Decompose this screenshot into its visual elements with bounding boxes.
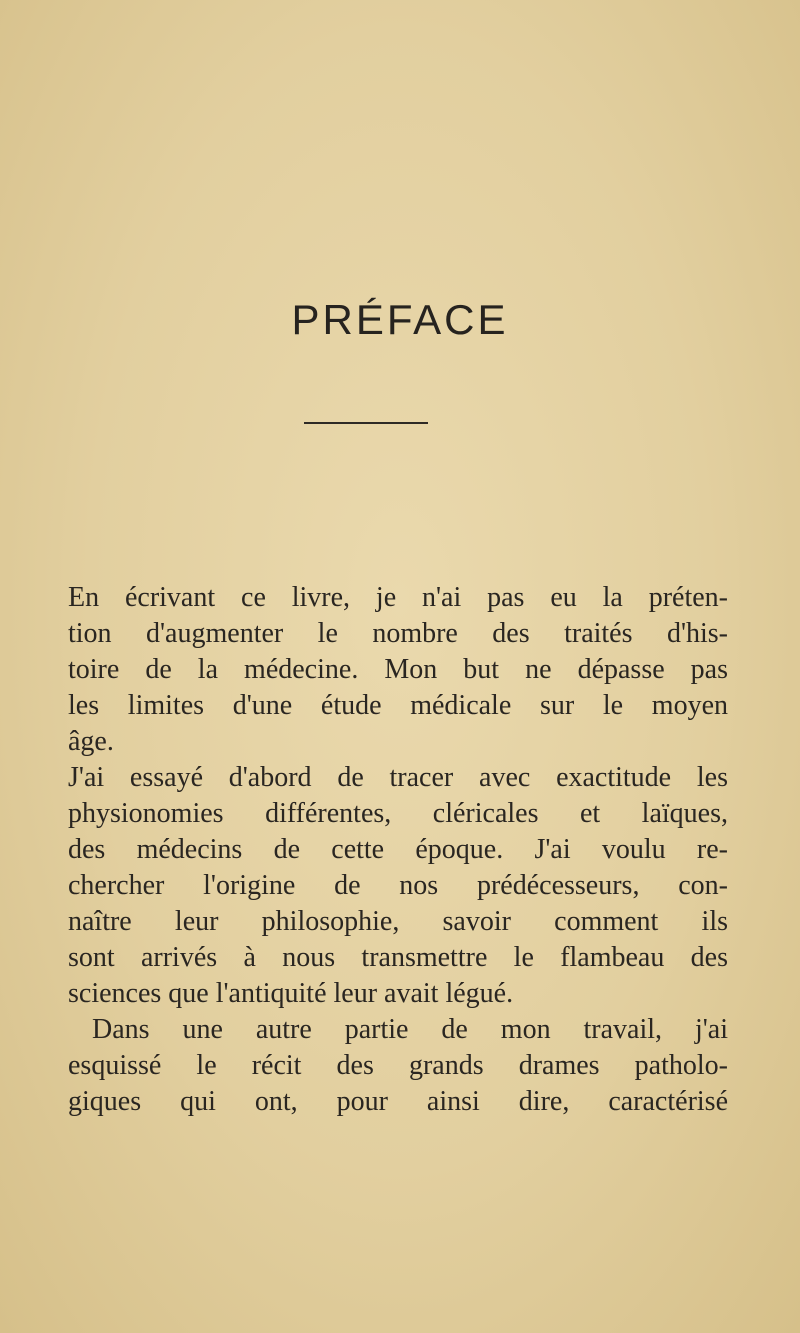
text-line: giques qui ont, pour ainsi dire, caractérisé [68, 1086, 728, 1117]
text-line: sont arrivés à nous transmettre le flambeau des [68, 942, 728, 973]
text-line: esquissé le récit des grands drames patholo- [68, 1050, 728, 1081]
text-line: les limites d'une étude médicale sur le moyen [68, 690, 728, 721]
text-line: des médecins de cette époque. J'ai voulu re- [68, 834, 728, 865]
title-divider [304, 422, 428, 424]
text-line: physionomies différentes, cléricales et laïques, [68, 798, 728, 829]
text-line: naître leur philosophie, savoir comment ils [68, 906, 728, 937]
text-line: J'ai essayé d'abord de tracer avec exactitude les [68, 762, 728, 793]
paragraph-3 [68, 1012, 728, 1120]
text-line: chercher l'origine de nos prédécesseurs, con- [68, 870, 728, 901]
text-line: Dans une autre partie de mon travail, j'ai [92, 1014, 728, 1045]
text-line: âge. [68, 726, 114, 757]
page-title: PRÉFACE [291, 296, 509, 343]
text-line: sciences que l'antiquité leur avait légué. [68, 978, 514, 1009]
preface-text [68, 580, 728, 1120]
text-line: tion d'augmenter le nombre des traités d'his- [68, 618, 728, 649]
paragraph-1 [68, 580, 728, 760]
paragraph-2 [68, 760, 728, 1012]
text-line: En écrivant ce livre, je n'ai pas eu la préten- [68, 582, 728, 613]
text-line: toire de la médecine. Mon but ne dépasse pas [68, 654, 728, 685]
